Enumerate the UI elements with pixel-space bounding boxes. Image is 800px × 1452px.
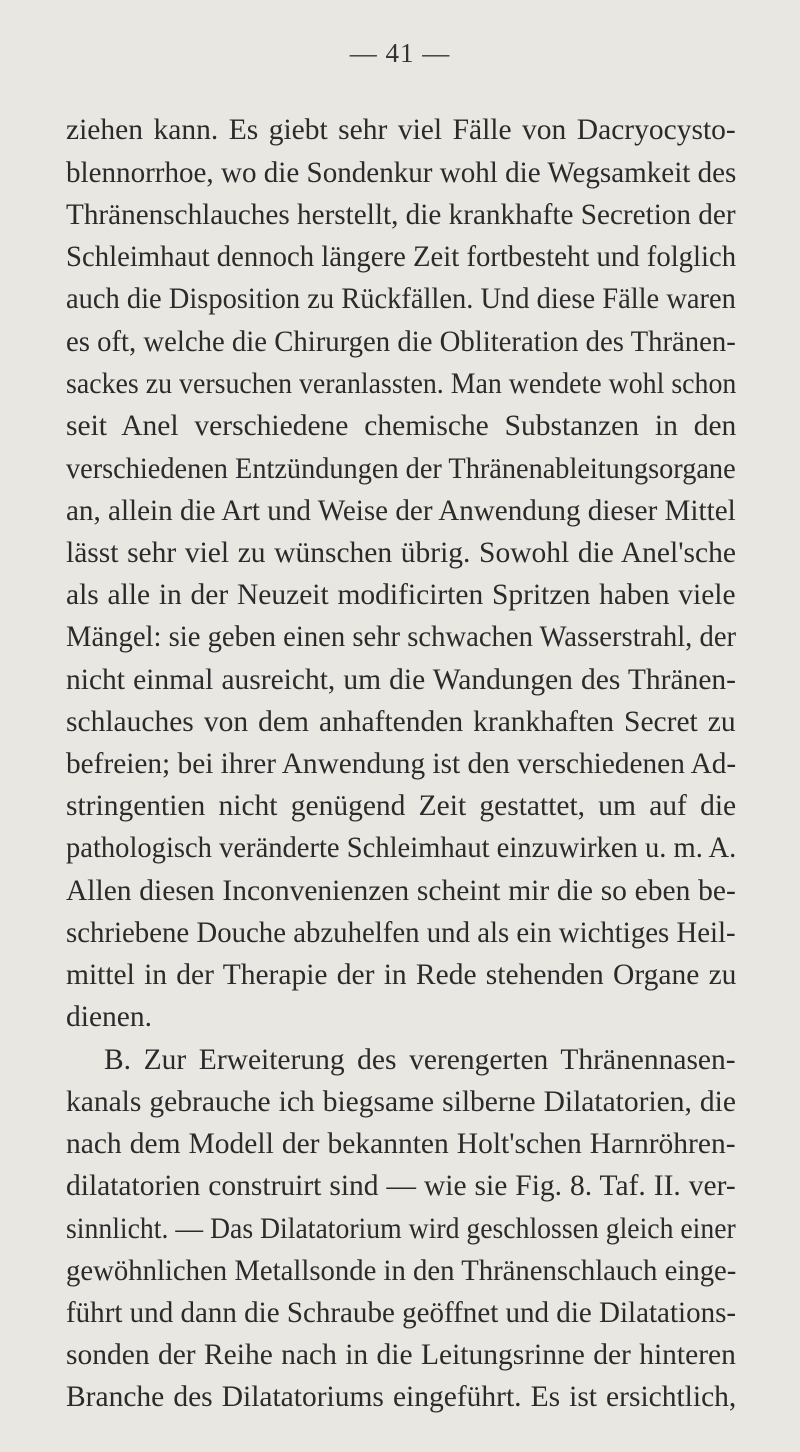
text-line: lässt sehr viel zu wünschen übrig. Sowohl die Anel'sche — [66, 537, 736, 569]
text-line: Schleimhaut dennoch längere Zeit fortbesteht und folglich — [66, 241, 737, 273]
text-line: nach dem Modell der bekannten Holt'schen Harnröhren- — [66, 1128, 736, 1160]
text-line: sinnlicht. — Das Dilatatorium wird geschlossen gleich einer — [66, 1213, 736, 1245]
text-line: dienen. — [66, 1001, 153, 1033]
text-line: pathologisch veränderte Schleimhaut einzuwirken u. m. A. — [66, 832, 737, 864]
text-line: kanals gebrauche ich biegsame silberne Dilatatorien, die — [66, 1086, 736, 1118]
text-line: an, allein die Art und Weise der Anwendung dieser Mittel — [66, 495, 736, 527]
text-line: seit Anel verschiedene chemische Substanzen in den — [66, 410, 737, 442]
text-line: es oft, welche die Chirurgen die Obliteration des Thränen- — [66, 326, 736, 358]
text-line: Mängel: sie geben einen sehr schwachen Wasserstrahl, der — [66, 621, 737, 653]
text-line: stringentien nicht genügend Zeit gestattet, um auf die — [66, 790, 737, 822]
text-line: als alle in der Neuzeit modificirten Spritzen haben viele — [66, 579, 736, 611]
text-line: führt und dann die Schraube geöffnet und die Dilatations- — [66, 1297, 737, 1329]
text-line: dilatatorien construirt sind — wie sie Fig. 8. Taf. II. ver- — [66, 1170, 736, 1202]
text-line: ziehen kann. Es giebt sehr viel Fälle von Dacryocysto- — [66, 114, 736, 146]
text-line: Allen diesen Inconvenienzen scheint mir die so eben be- — [66, 875, 736, 907]
page-number: — 41 — — [349, 38, 451, 68]
text-line: mittel in der Therapie der in Rede stehenden Organe zu — [66, 959, 737, 991]
text-line: B. Zur Erweiterung des verengerten Thränennasen- — [104, 1044, 736, 1076]
text-line: sackes zu versuchen veranlassten. Man wendete wohl schon — [66, 368, 737, 400]
text-line: verschiedenen Entzündungen der Thränenableitungsorgane — [66, 453, 736, 485]
text-line: sonden der Reihe nach in die Leitungsrinne der hinteren — [66, 1339, 736, 1371]
text-line: gewöhnlichen Metallsonde in den Thränenschlauch einge- — [66, 1255, 737, 1287]
text-line: blennorrhoe, wo die Sondenkur wohl die Wegsamkeit des — [66, 157, 737, 189]
text-line: befreien; bei ihrer Anwendung ist den verschiedenen Ad- — [66, 748, 737, 780]
text-line: Branche des Dilatatoriums eingeführt. Es ist ersichtlich, — [66, 1381, 737, 1413]
text-line: auch die Disposition zu Rückfällen. Und diese Fälle waren — [66, 283, 736, 315]
text-line: Thränenschlauches herstellt, die krankhafte Secretion der — [66, 199, 736, 231]
text-line: schlauches von dem anhaftenden krankhaften Secret zu — [66, 706, 736, 738]
text-line: nicht einmal ausreicht, um die Wandungen des Thränen- — [66, 664, 737, 696]
text-line: schriebene Douche abzuhelfen und als ein wichtiges Heil- — [66, 917, 736, 949]
